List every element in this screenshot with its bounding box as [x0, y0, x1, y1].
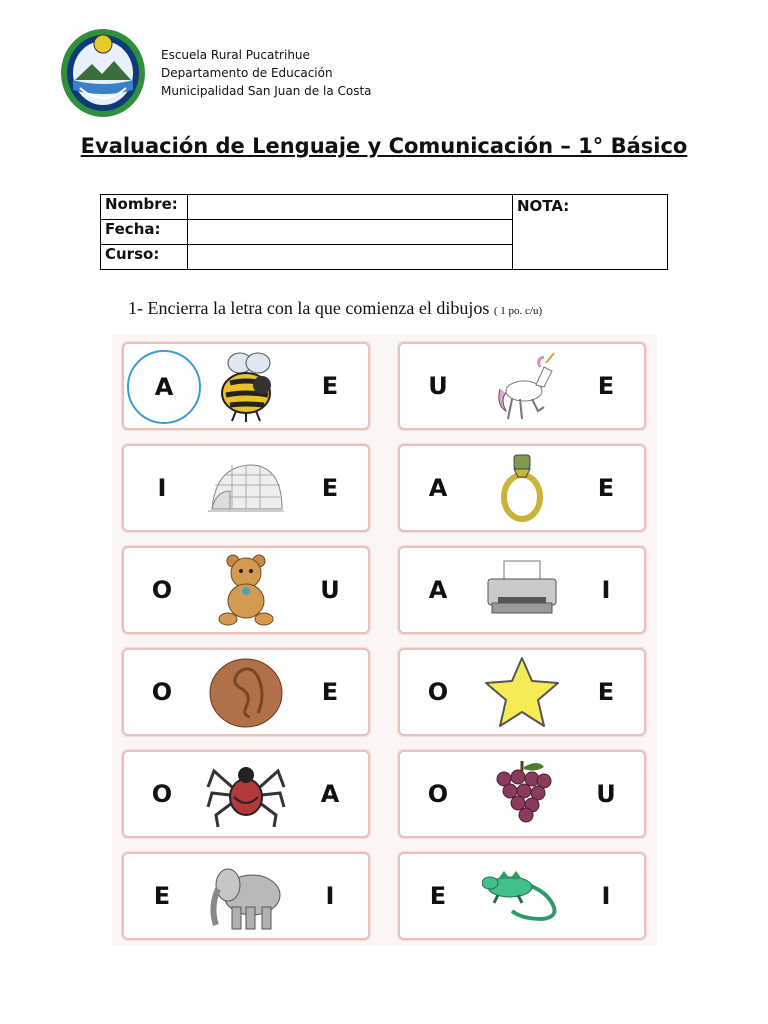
- instruction-text: 1- Encierra la letra con la que comienza el dibujos: [128, 298, 490, 318]
- card-grapes: [398, 750, 646, 838]
- card-teddy-bear: [122, 546, 370, 634]
- option-left[interactable]: A: [428, 474, 448, 502]
- date-label: Fecha:: [101, 220, 188, 245]
- department-name: Departamento de Educación: [161, 66, 333, 80]
- option-left[interactable]: O: [151, 678, 173, 706]
- grapes-icon: [482, 757, 562, 831]
- unicorn-icon: [482, 349, 562, 423]
- ear-icon: [206, 655, 286, 729]
- school-name: Escuela Rural Pucatrihue: [161, 48, 310, 62]
- card-igloo: [122, 444, 370, 532]
- card-ear: [122, 648, 370, 736]
- igloo-icon: [206, 451, 286, 525]
- page-title: Evaluación de Lenguaje y Comunicación – 1° Básico: [80, 134, 688, 158]
- instruction-points: ( 1 po. c/u): [493, 305, 543, 317]
- option-right[interactable]: I: [601, 882, 611, 910]
- option-left[interactable]: O: [151, 576, 173, 604]
- option-right[interactable]: E: [321, 474, 339, 502]
- option-right[interactable]: E: [321, 372, 339, 400]
- name-label: Nombre:: [101, 195, 188, 220]
- teddy-bear-icon: [206, 553, 286, 627]
- course-field[interactable]: [188, 245, 513, 270]
- option-left[interactable]: I: [157, 474, 167, 502]
- option-left[interactable]: E: [429, 882, 447, 910]
- elephant-icon: [206, 859, 286, 933]
- bee-icon: [206, 349, 286, 423]
- star-icon: [482, 655, 562, 729]
- card-unicorn: [398, 342, 646, 430]
- option-left[interactable]: O: [427, 678, 449, 706]
- instruction: [128, 298, 542, 319]
- grade-label: NOTA:: [517, 197, 570, 215]
- printer-icon: [482, 553, 562, 627]
- card-ring: [398, 444, 646, 532]
- student-info-table: [100, 194, 668, 270]
- option-right[interactable]: E: [597, 474, 615, 502]
- option-left[interactable]: U: [428, 372, 448, 400]
- option-right[interactable]: E: [597, 678, 615, 706]
- option-left[interactable]: A: [127, 350, 201, 424]
- grade-cell[interactable]: [513, 195, 668, 270]
- option-right[interactable]: E: [597, 372, 615, 400]
- course-label: Curso:: [101, 245, 188, 270]
- card-printer: [398, 546, 646, 634]
- ring-icon: [482, 451, 562, 525]
- school-logo: [60, 28, 146, 118]
- option-right[interactable]: E: [321, 678, 339, 706]
- option-right[interactable]: I: [325, 882, 335, 910]
- card-spider: [122, 750, 370, 838]
- iguana-icon: [482, 859, 562, 933]
- card-star: [398, 648, 646, 736]
- option-right[interactable]: U: [596, 780, 616, 808]
- option-left[interactable]: O: [427, 780, 449, 808]
- option-right[interactable]: A: [320, 780, 340, 808]
- school-info: [161, 46, 372, 100]
- card-iguana: [398, 852, 646, 940]
- spider-icon: [206, 757, 286, 831]
- municipality-name: Municipalidad San Juan de la Costa: [161, 84, 372, 98]
- name-field[interactable]: [188, 195, 513, 220]
- option-left[interactable]: O: [151, 780, 173, 808]
- option-left[interactable]: A: [428, 576, 448, 604]
- option-left[interactable]: E: [153, 882, 171, 910]
- exercise-grid: [112, 334, 657, 946]
- card-elephant: [122, 852, 370, 940]
- option-right[interactable]: U: [320, 576, 340, 604]
- card-bee: [122, 342, 370, 430]
- option-right[interactable]: I: [601, 576, 611, 604]
- date-field[interactable]: [188, 220, 513, 245]
